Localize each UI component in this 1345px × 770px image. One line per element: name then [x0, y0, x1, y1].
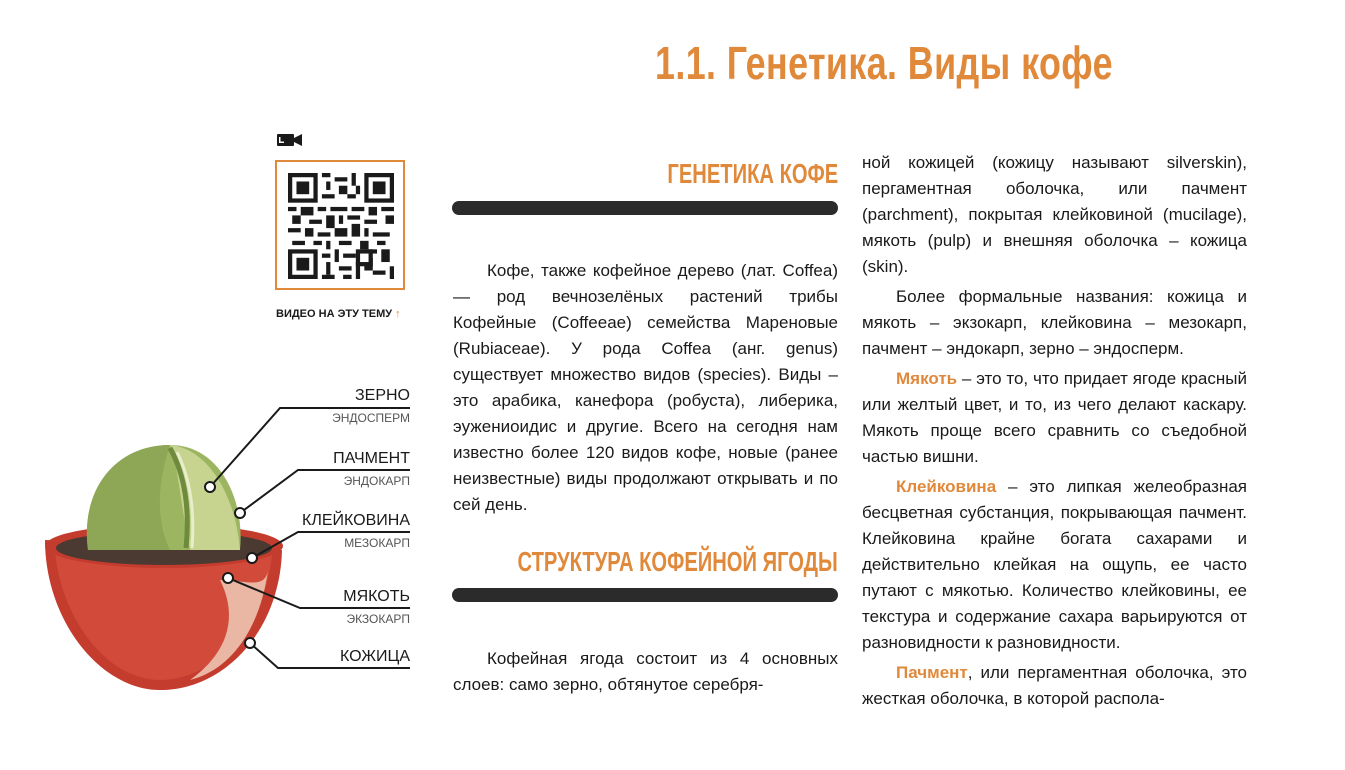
section-divider: [452, 588, 838, 602]
label-pulp: МЯКОТЬ: [343, 588, 410, 605]
paragraph: ной кожицей (кожицу называют silverskin), пергаментная оболочка, или пачмент (parchment), покрытая клейковиной (mucilage), мякоть (pulp) и внешняя оболочка – кожица (skin).: [862, 153, 1247, 276]
label-bean-sub: ЭНДОСПЕРМ: [332, 411, 410, 425]
label-skin: КОЖИЦА: [339, 648, 410, 665]
label-pulp-sub: ЭКЗОКАРП: [346, 612, 410, 626]
label-bean: ЗЕРНО: [354, 387, 410, 404]
genetics-text: Кофе, также кофейное дерево (лат. Coffea) — род вечнозелёных растений трибы Кофейные (Coffeeae) семейства Мареновые (Rubiaceae). У рода Coffea (анг. genus) существует множество видов (species). Виды – это арабика, канефора (робуста), либерика, эужениоидис и другие. Всего на сегодня нам известно более 120 видов кофе, новые (ранее неизвестные) виды продолжают открывать и по сей день.: [453, 261, 838, 514]
right-column-text: [862, 150, 1247, 712]
label-parchment: ПАЧМЕНТ: [333, 450, 410, 467]
term-parchment: Пачмент: [896, 663, 968, 682]
label-mucilage: КЛЕЙКОВИНА: [302, 512, 410, 529]
paragraph: Клейковина – это липкая желеобразная бесцветная субстанция, покрывающая пачмент. Клейковина крайне богата сахарами и действительно клейкая на ощупь, ее часто путают с мякотью. Количество клейковины, ее текстура и содержание сахара варьируются от разновидности к разновидности.: [862, 477, 1247, 652]
paragraph: Пачмент, или пергаментная оболочка, это жесткая оболочка, в которой распола-: [862, 663, 1247, 708]
section-heading-structure: СТРУКТУРА КОФЕЙНОЙ ЯГОДЫ: [517, 546, 838, 577]
section-heading-genetics: ГЕНЕТИКА КОФЕ: [667, 158, 838, 189]
page-title: 1.1. Генетика. Виды кофе: [655, 37, 1113, 89]
structure-text: Кофейная ягода состоит из 4 основных слоев: само зерно, обтянутое серебря-: [453, 649, 838, 694]
qr-code[interactable]: [275, 160, 405, 290]
video-camera-icon: [277, 133, 303, 147]
label-mucilage-sub: МЕЗОКАРП: [344, 536, 410, 550]
paragraph: Более формальные названия: кожица и мякоть – экзокарп, клейковина – мезокарп, пачмент – эндокарп, зерно – эндосперм.: [862, 287, 1247, 358]
label-parchment-sub: ЭНДОКАРП: [343, 474, 410, 488]
qr-code-icon: [288, 173, 394, 279]
paragraph: Мякоть – это то, что придает ягоде красный или желтый цвет, и то, из чего делают каскару. Мякоть проще всего сравнить со съедобной частью вишни.: [862, 369, 1247, 466]
section-divider: [452, 201, 838, 215]
term-pulp: Мякоть: [896, 369, 958, 388]
term-mucilage: Клейковина: [896, 477, 997, 496]
arrow-up-icon: ↑: [395, 308, 401, 320]
video-caption[interactable]: ВИДЕО НА ЭТУ ТЕМУ ↑: [276, 308, 401, 320]
